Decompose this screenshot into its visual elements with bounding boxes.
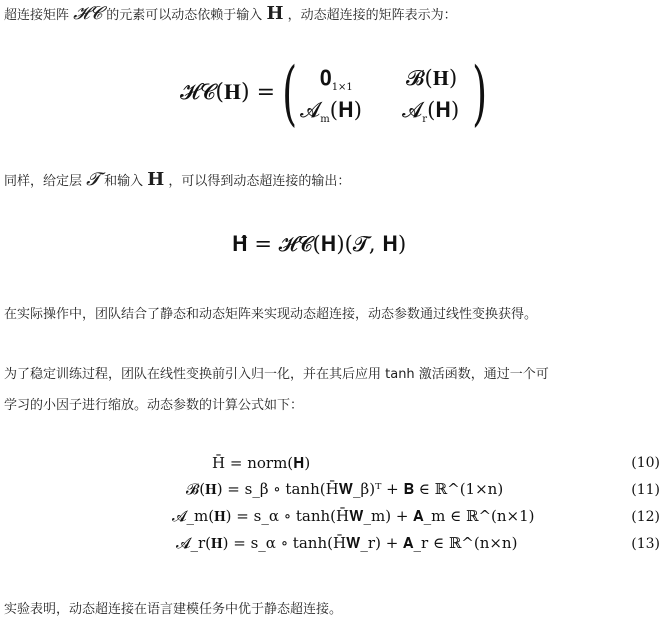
- intro-text-post: ，动态超连接的矩阵表示为：: [287, 8, 457, 23]
- matrix-a21: 𝓐$_m$(𝐇): [300, 98, 362, 126]
- equation-13: [176, 534, 517, 552]
- stability-paragraph-line2: 学习的小因子进行缩放。动态参数的计算公式如下：: [4, 398, 304, 413]
- intro-text-mid: 的元素可以动态依赖于输入: [106, 8, 263, 23]
- h-symbol-2: H: [147, 169, 165, 190]
- equation-13-rhs: s_α ∘ tanh(H̄𝐖_r) + 𝐀_r ∈ ℝ^(n×n): [250, 534, 518, 552]
- matrix-a11: $𝟎_{1\times 1}$: [320, 66, 353, 94]
- matrix-lhs: 𝓗𝓒(𝐇) =: [180, 80, 276, 105]
- matrix-a12: 𝓑(𝐇): [406, 66, 458, 90]
- equation-10: [212, 454, 310, 472]
- matrix-a22: 𝓐$_r$(𝐇): [402, 98, 460, 126]
- same-text-mid: 和输入: [104, 174, 144, 189]
- equation-11-number: (11): [631, 482, 660, 498]
- equation-11-lhs: 𝓑(𝐇) =: [186, 480, 240, 498]
- equation-12-number: (12): [631, 509, 660, 525]
- t-symbol: 𝓣: [86, 169, 100, 190]
- same-text-pre: 同样，给定层: [4, 174, 83, 189]
- output-equation: 𝐇̂ = 𝓗𝓒(𝐇)(𝓣, 𝐇): [232, 232, 407, 256]
- equation-12-rhs: s_α ∘ tanh(H̄𝐖_m) + 𝐀_m ∈ ℝ^(n×1): [253, 507, 535, 525]
- equation-13-number: (13): [631, 536, 660, 552]
- equation-10-rhs: norm(𝐇): [247, 454, 311, 472]
- left-paren: (: [282, 52, 298, 134]
- equation-11-rhs: s_β ∘ tanh(H̄𝐖_β)ᵀ + 𝐁 ∈ ℝ^(1×n): [244, 480, 504, 498]
- same-text-post: ，可以得到动态超连接的输出：: [168, 174, 351, 189]
- stability-paragraph-line1: 为了稳定训练过程，团队在线性变换前引入归一化，并在其后应用 tanh 激活函数，通过一个可: [4, 367, 549, 382]
- equation-10-number: (10): [631, 455, 660, 471]
- right-paren: ): [472, 52, 488, 134]
- practice-paragraph: 在实际操作中，团队结合了静态和动态矩阵来实现动态超连接，动态参数通过线性变换获得。: [4, 307, 538, 322]
- equation-12-lhs: 𝓐_m(𝐇) =: [172, 507, 249, 525]
- equation-11: [186, 480, 503, 498]
- equation-13-lhs: 𝓐_r(𝐇) =: [176, 534, 246, 552]
- hc-symbol: 𝓗𝓒: [73, 3, 103, 24]
- h-symbol: H: [266, 3, 284, 24]
- equation-10-lhs: H̄ =: [212, 454, 243, 472]
- intro-text-pre: 超连接矩阵: [4, 8, 70, 23]
- conclusion-paragraph: 实验表明，动态超连接在语言建模任务中优于静态超连接。: [4, 602, 343, 617]
- same-paragraph: [4, 170, 664, 192]
- equation-12: [172, 507, 535, 525]
- intro-paragraph: [4, 4, 664, 26]
- matrix-equation: [180, 52, 490, 134]
